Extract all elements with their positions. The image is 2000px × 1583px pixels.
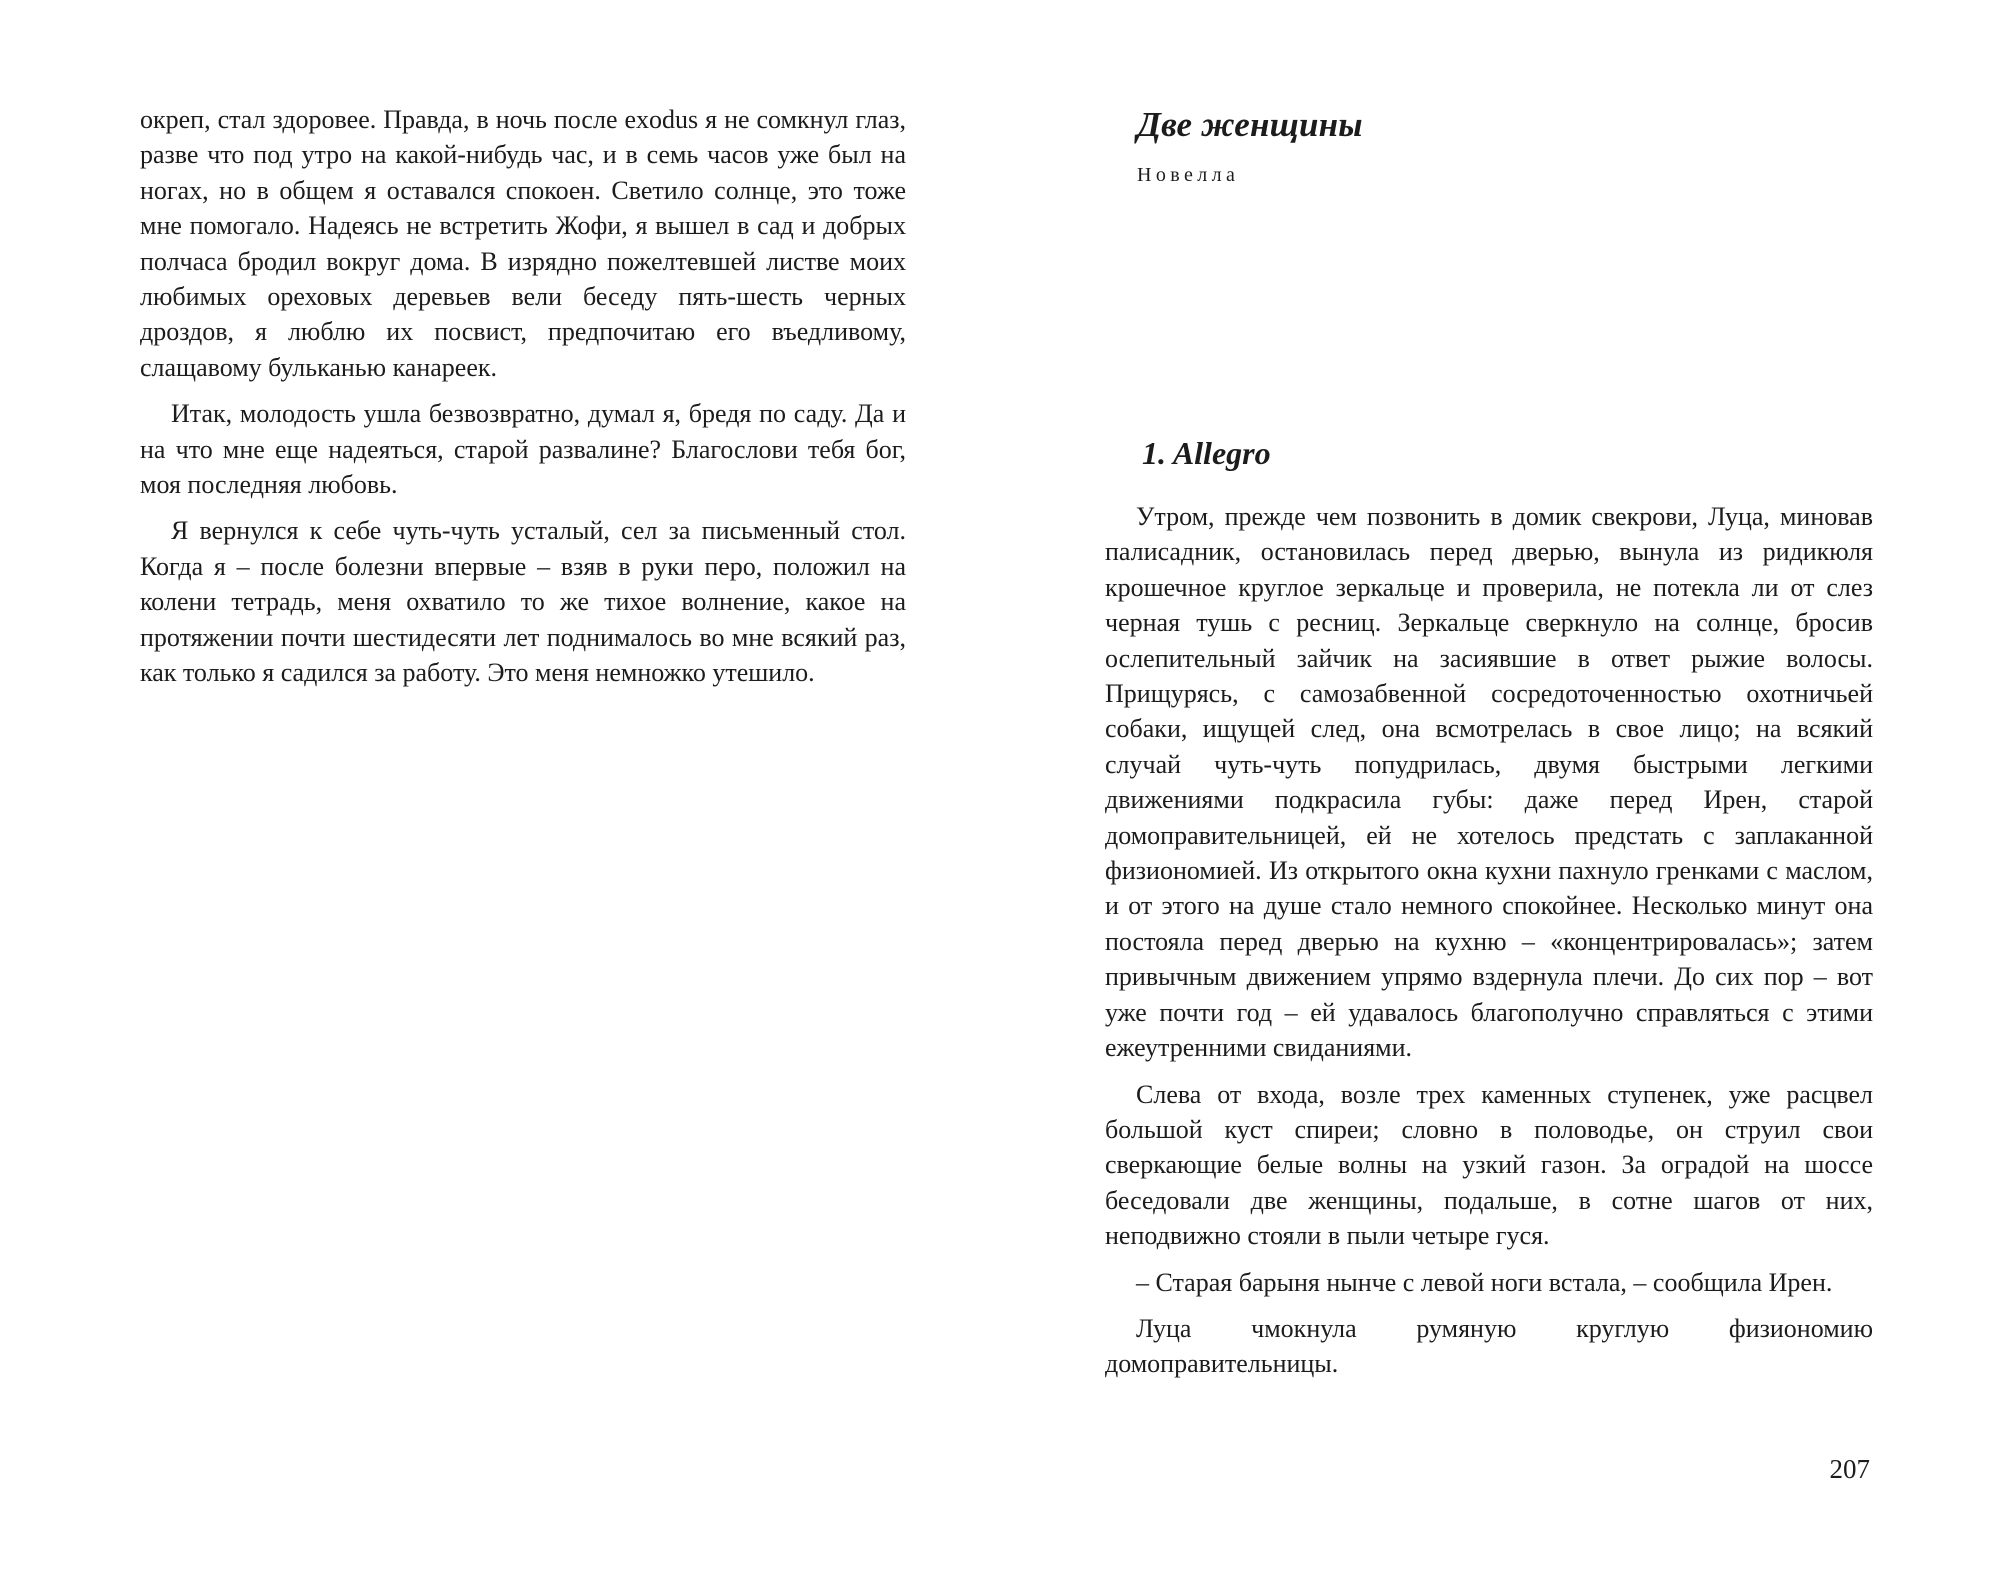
story-title-block xyxy=(1137,104,1363,187)
left-paragraph-3: Я вернулся к себе чуть-чуть усталый, сел за письменный стол. Когда я – после болезни впервые – взяв в руки перо, положил на колени тетрадь, меня охватило то же тихое волнение, какое на протяжении почти шестидесяти лет поднималось во мне всякий раз, как только я садился за работу. Это меня немножко утешило. xyxy=(140,516,906,688)
right-paragraph-3: – Старая барыня нынче с левой ноги встала, – сообщила Ирен. xyxy=(1136,1267,1833,1297)
story-genre: Новелла xyxy=(1137,164,1240,186)
right-page-body xyxy=(1105,499,1873,1382)
left-paragraph-1: окреп, стал здоровее. Правда, в ночь после exodus я не сомкнул глаз, разве что под утро на какой-нибудь час, и в семь часов уже был на ногах, но в общем я оставался спокоен. Светило солнце, это тоже мне помогало. Надеясь не встретить Жофи, я вышел в сад и добрых полчаса бродил вокруг дома. В изрядно пожелтевшей листве моих любимых ореховых деревьев вели беседу пять-шесть черных дроздов, я люблю их посвист, предпочитаю его въедливому, слащавому бульканью канареек. xyxy=(140,105,906,382)
right-paragraph-1: Утром, прежде чем позвонить в домик свекрови, Луца, миновав палисадник, остановилась перед дверью, вынула из ридикюля крошечное круглое зеркальце и проверила, не потекла ли от слез черная тушь с ресниц. Зеркальце сверкнуло на солнце, бросив ослепительный зайчик на засиявшие в ответ рыжие волосы. Прищурясь, с самозабвенной сосредоточенностью охотничьей собаки, ищущей след, она всмотрелась в свое лицо; на всякий случай чуть-чуть попудрилась, двумя быстрыми легкими движениями подкрасила губы: даже перед Ирен, старой домоправительницей, ей не хотелось предстать с заплаканной физиономией. Из открытого окна кухни пахнуло гренками с маслом, и от этого на душе стало немного спокойнее. Несколько минут она постояла перед дверью на кухню – «концентрировалась»; затем привычным движением упрямо вздернула плечи. До сих пор – вот уже почти год – ей удавалось благополучно справляться с этими ежеутренними свиданиями. xyxy=(1105,502,1873,1063)
section-heading: 1. Allegro xyxy=(1142,435,1271,471)
right-paragraph-2: Слева от входа, возле трех каменных ступенек, уже расцвел большой куст спиреи; словно в половодье, он струил свои сверкающие белые волны на узкий газон. За оградой на шоссе беседовали две женщины, подальше, в сотне шагов от них, неподвижно стояли в пыли четыре гуся. xyxy=(1105,1079,1873,1251)
page-number: 207 xyxy=(1829,1454,1870,1484)
story-title: Две женщины xyxy=(1137,105,1363,144)
left-paragraph-2: Итак, молодость ушла безвозвратно, думал я, бредя по саду. Да и на что мне еще надеяться, старой развалине? Благослови тебя бог, моя последняя любовь. xyxy=(140,399,906,500)
right-paragraph-4: Луца чмокнула румяную круглую физиономию домоправительницы. xyxy=(1105,1313,1873,1379)
left-page-body xyxy=(140,102,906,691)
